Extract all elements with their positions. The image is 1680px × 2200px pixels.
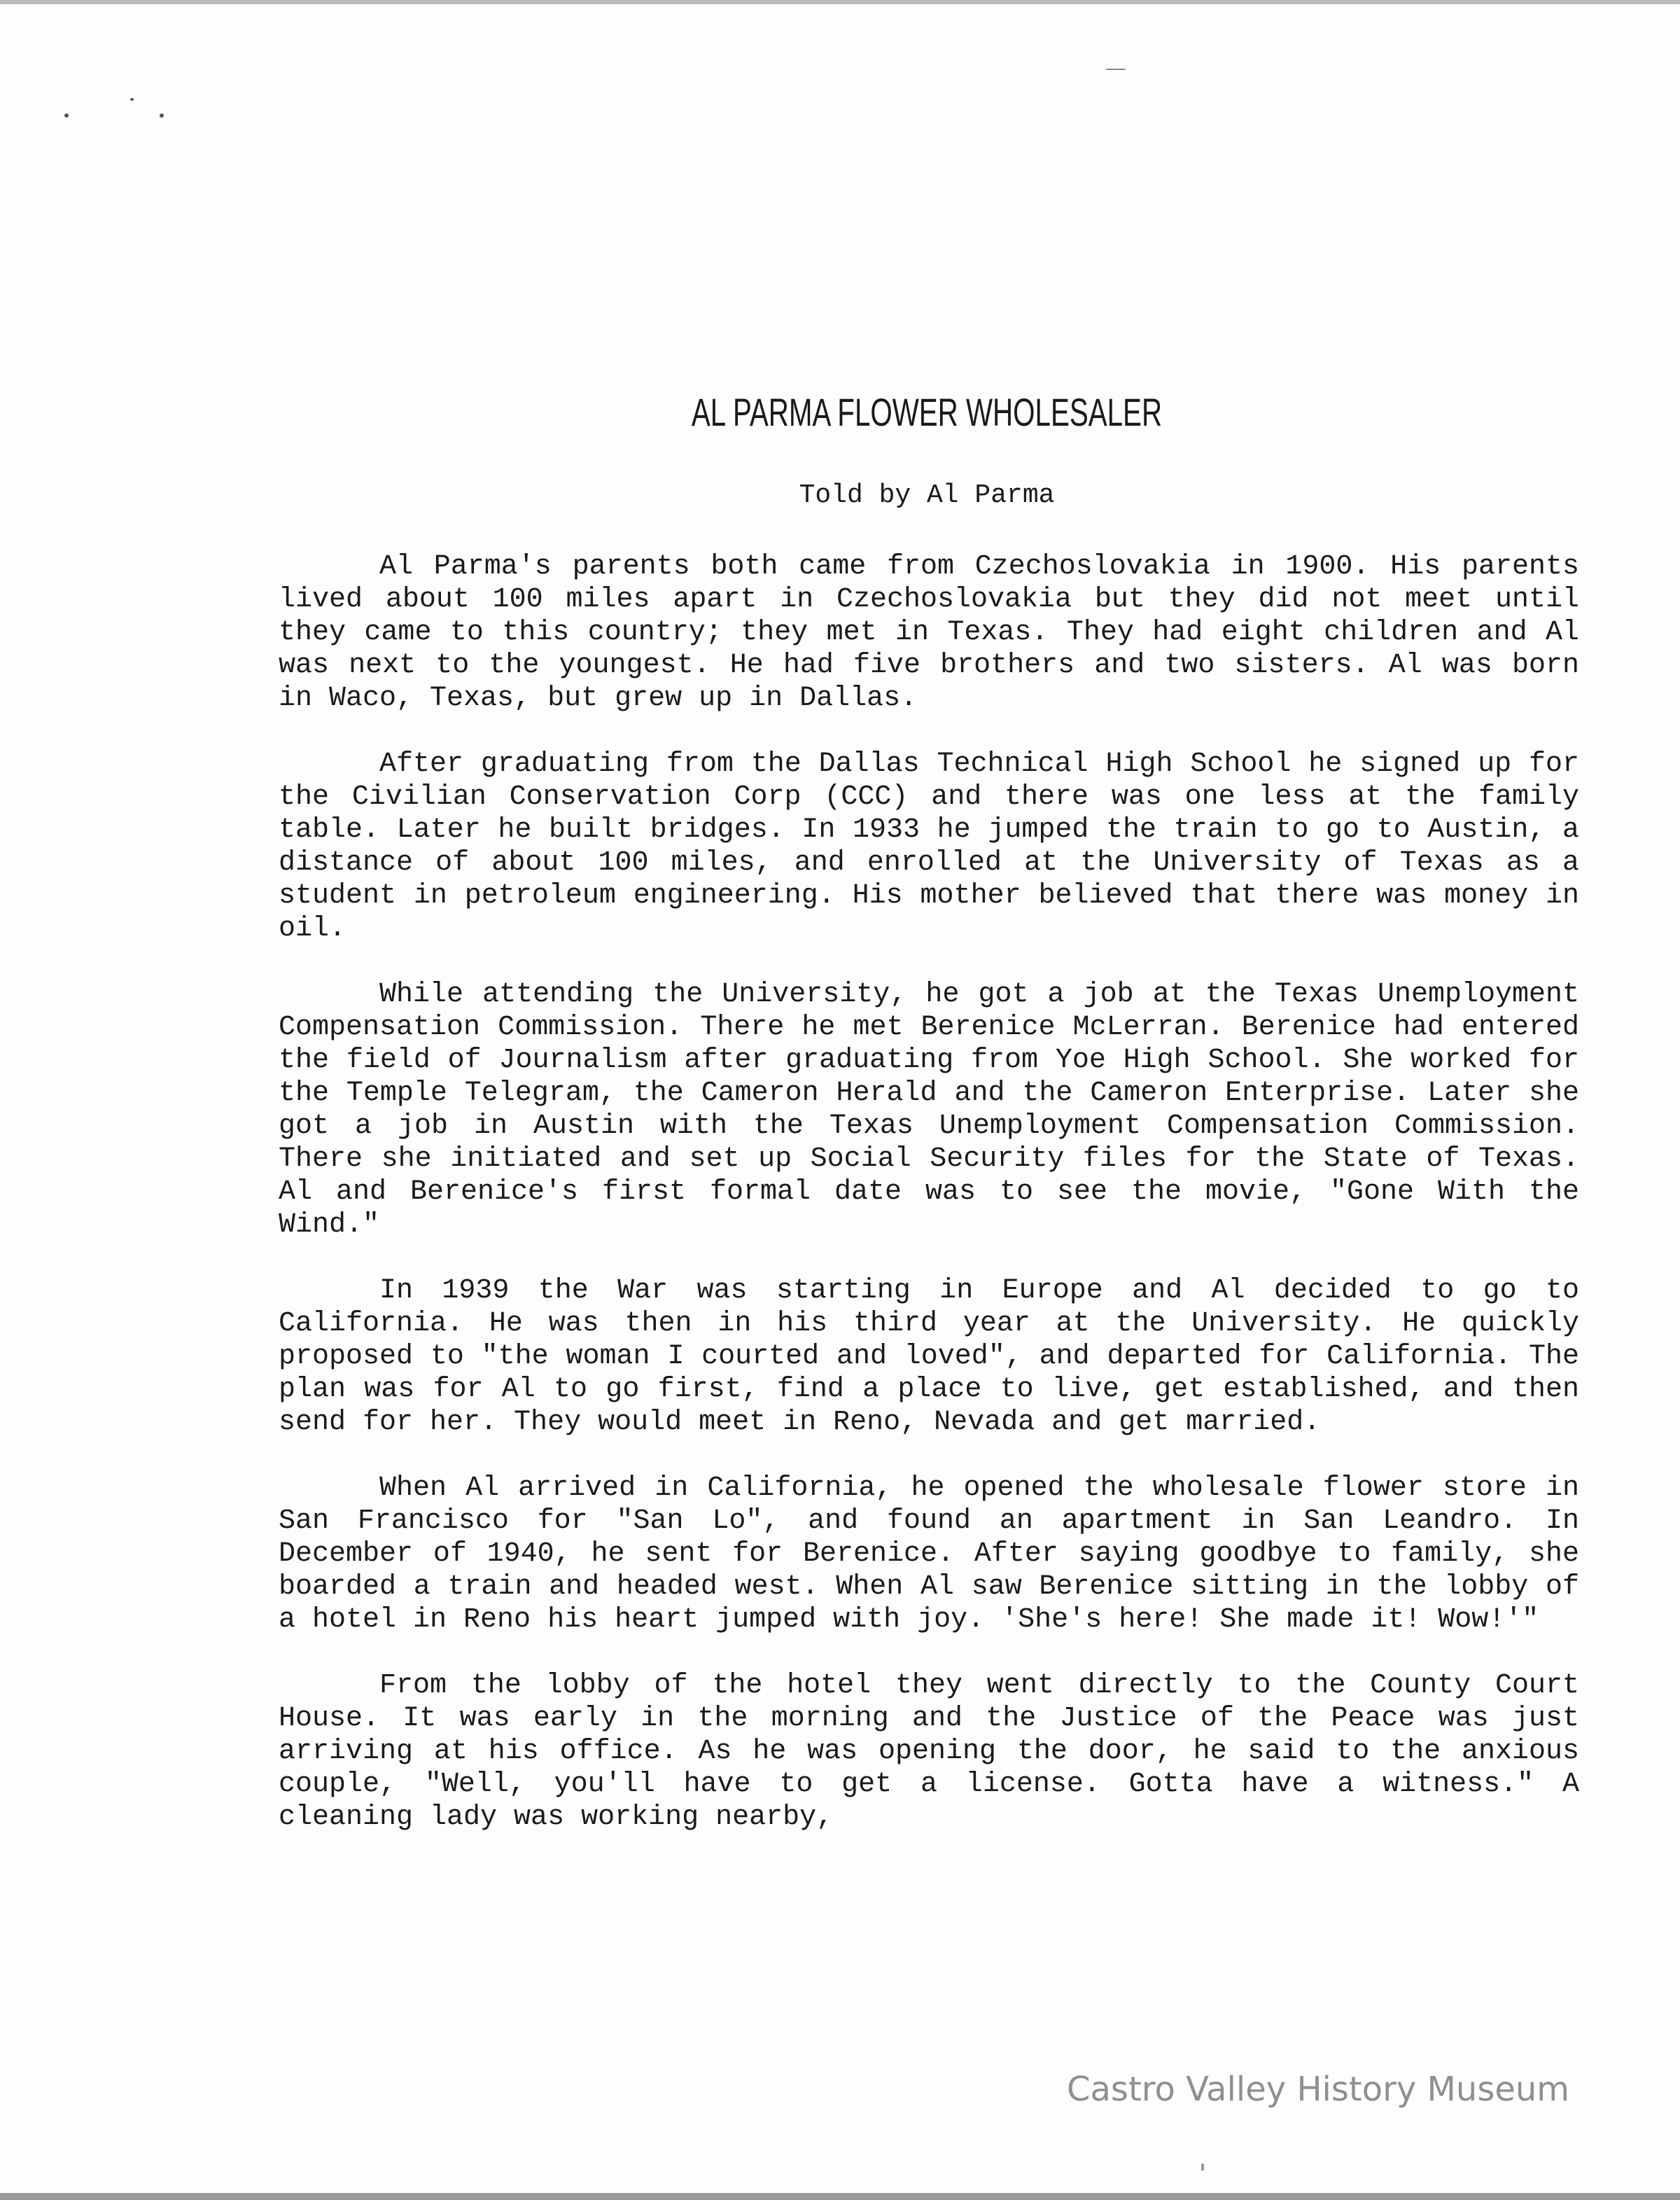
paragraph-move-to-california: In 1939 the War was starting in Europe and Al decided to go to California. He was then in his third year at the University. He quickly proposed to "the woman I courted and loved", and departed for California. The plan was for Al to go first, find a place to live, get established, and then send for her. They would meet in Reno, Nevada and get married. xyxy=(279,1275,1579,1438)
scan-speck xyxy=(1106,69,1126,70)
paragraph-flower-store: When Al arrived in California, he opened the wholesale flower store in San Francisco for "San Lo", and found an apartment in San Leandro. In December of 1940, he sent for Berenice. After saying goodbye to family, she boarded a train and headed west. When Al saw Berenice sitting in the lobby of a hotel in Reno his heart jumped with joy. 'She's here! She made it! Wow!'" xyxy=(279,1473,1579,1636)
paragraph-education: After graduating from the Dallas Technical High School he signed up for the Civilian Conservation Corp (CCC) and there was one less at the family table. Later he built bridges. In 1933 he jumped the train to go to Austin, a distance of about 100 miles, and enrolled at the University of Texas as a student in petroleum engineering. His mother believed that there was money in oil. xyxy=(279,749,1579,945)
document-title: AL PARMA FLOWER WHOLESALER xyxy=(691,390,1163,434)
paragraph-parents: Al Parma's parents both came from Czechoslovakia in 1900. His parents lived about 100 miles apart in Czechoslovakia but they did not meet until they came to this country; they met in Texas. They had eight children and Al was next to the youngest. He had five brothers and two sisters. Al was born in Waco, Texas, but grew up in Dallas. xyxy=(279,551,1579,714)
document-body xyxy=(279,550,1579,1834)
paragraph-courthouse: From the lobby of the hotel they went directly to the County Court House. It was early in the morning and the Justice of the Peace was just arriving at his office. As he was opening the door, he said to the anxious couple, "Well, you'll have to get a license. Gotta have a witness." A cleaning lady was working nearby, xyxy=(279,1670,1579,1833)
scan-speck xyxy=(1201,2164,1204,2171)
paragraph-meeting-berenice: While attending the University, he got a job at the Texas Unemployment Compensation Commission. There he met Berenice McLerran. Berenice had entered the field of Journalism after graduating from Yoe High School. She worked for the Temple Telegram, the Cameron Herald and the Cameron Enterprise. Later she got a job in Austin with the Texas Unemployment Compensation Commission. There she initiated and set up Social Security files for the State of Texas. Al and Berenice's first formal date was to see the movie, "Gone With the Wind." xyxy=(279,979,1579,1241)
top-scan-edge xyxy=(0,0,1680,4)
museum-watermark: Castro Valley History Museum xyxy=(1067,2070,1570,2109)
scan-speck xyxy=(64,113,69,118)
document-byline: Told by Al Parma xyxy=(799,480,1055,510)
scan-speck xyxy=(160,113,164,118)
bottom-scan-edge xyxy=(0,2193,1680,2200)
scan-speck xyxy=(130,98,134,101)
